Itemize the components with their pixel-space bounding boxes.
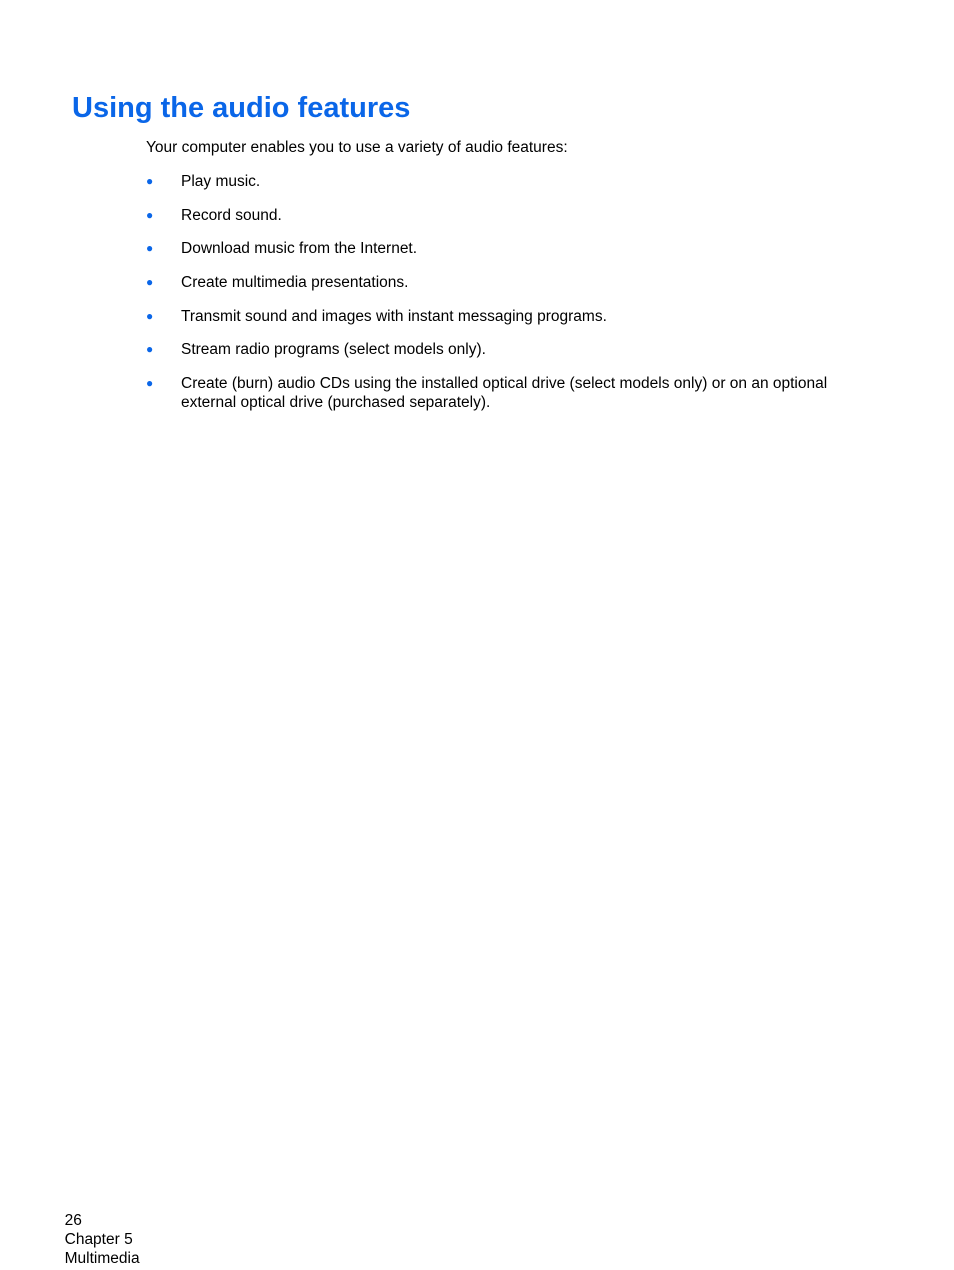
list-item — [146, 239, 866, 258]
bullet-icon: ● — [146, 308, 154, 323]
page-number: 26 — [64, 1212, 82, 1229]
list-item-text: Stream radio programs (select models only). — [181, 341, 486, 359]
list-item — [146, 307, 866, 326]
bullet-icon: ● — [146, 174, 154, 188]
bullet-icon: ● — [146, 342, 154, 357]
bullet-icon: ● — [146, 207, 154, 222]
list-item — [146, 374, 866, 412]
feature-list — [146, 172, 866, 427]
list-item — [146, 206, 866, 225]
list-item-text: Download music from the Internet. — [181, 240, 418, 258]
list-item-text: Record sound. — [181, 206, 282, 224]
list-item — [146, 172, 866, 191]
list-item — [146, 273, 866, 292]
intro-text: Your computer enables you to use a variety of audio features: — [146, 139, 568, 156]
page-title: Using the audio features — [72, 92, 411, 124]
list-item-text: Create multimedia presentations. — [181, 274, 409, 292]
bullet-icon: ● — [146, 376, 154, 391]
list-item-text: Transmit sound and images with instant messaging programs. — [181, 307, 607, 325]
bullet-icon: ● — [146, 241, 154, 256]
list-item — [146, 340, 866, 359]
list-item-text: Play music. — [181, 173, 261, 190]
bullet-icon: ● — [146, 275, 154, 290]
footer-chapter: Chapter 5 — [64, 1231, 133, 1248]
page-footer — [56, 1192, 147, 1268]
footer-section: Multimedia — [64, 1250, 140, 1267]
list-item-text: Create (burn) audio CDs using the installed optical drive (select models only) or on an optional external optical drive (purchased separately). — [181, 375, 828, 412]
